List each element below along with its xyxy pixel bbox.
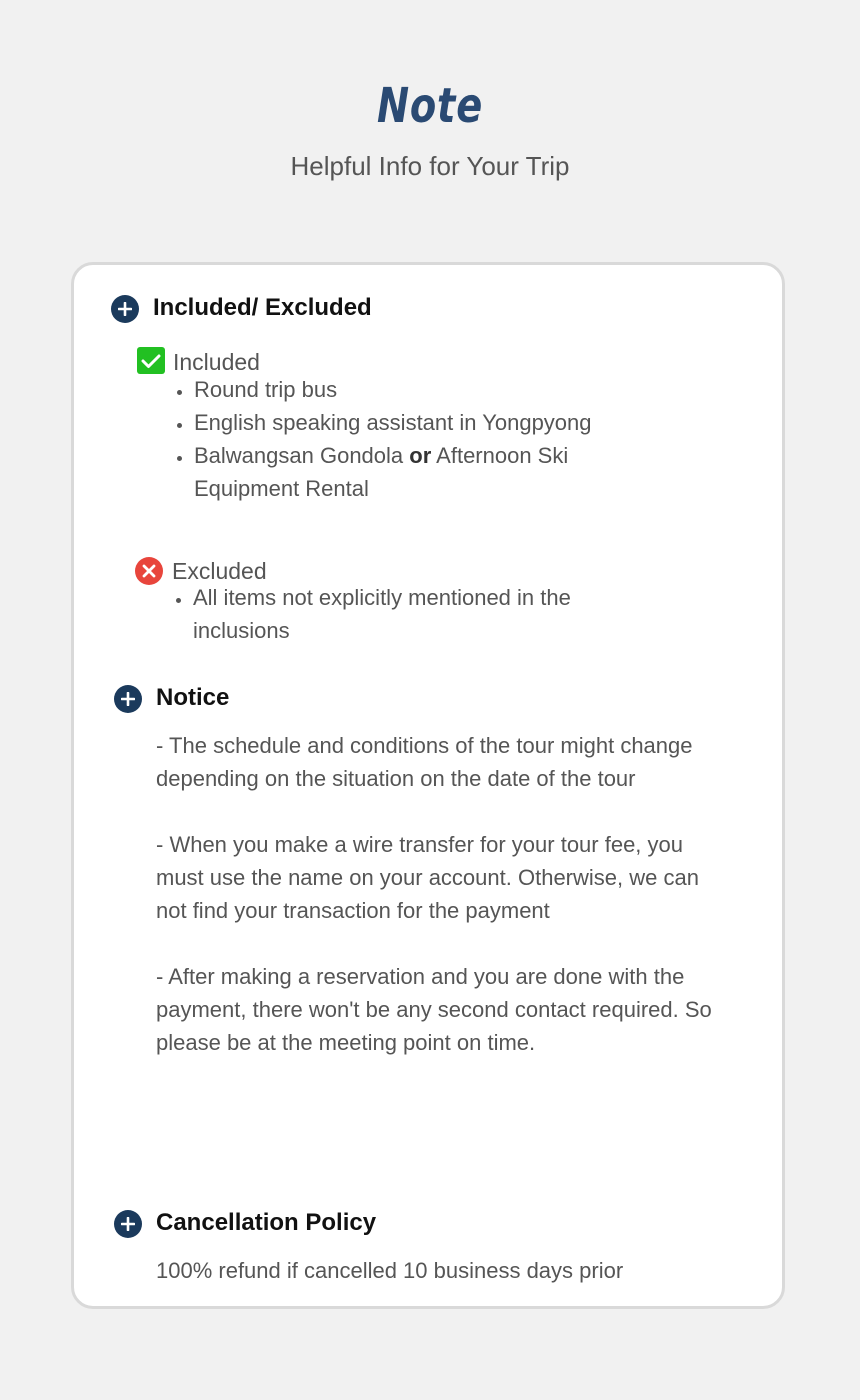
x-circle-icon (135, 557, 163, 585)
list-item-text: Balwangsan Gondola (194, 443, 410, 468)
notice-paragraph: - The schedule and conditions of the tour might change depending on the situation on the date of the tour (156, 733, 693, 791)
cancellation-text: 100% refund if cancelled 10 business days prior (156, 1258, 624, 1283)
section-title-cancellation: Cancellation Policy (156, 1209, 377, 1236)
page-title: Note (376, 78, 484, 134)
emphasis-or: or (409, 443, 432, 468)
list-item (194, 439, 654, 505)
page-subtitle: Helpful Info for Your Trip (290, 151, 570, 181)
plus-circle-icon[interactable] (114, 685, 142, 713)
list-item: • Round trip bus (194, 373, 654, 406)
section-title-notice: Notice (156, 684, 230, 711)
plus-circle-icon[interactable] (114, 1210, 142, 1238)
list-item-text: Afternoon Ski Equipment Rental (194, 443, 569, 501)
notice-body (156, 729, 716, 1059)
check-square-icon (137, 347, 165, 374)
notice-paragraph: - When you make a wire transfer for your tour fee, you must use the name on your account. Otherwise, we can not find your transaction for the payment (156, 832, 699, 923)
plus-circle-icon[interactable] (111, 295, 139, 323)
excluded-list (171, 581, 663, 647)
info-card (71, 262, 785, 1309)
included-list (172, 373, 654, 505)
list-item: • All items not explicitly mentioned in the inclusions (193, 581, 663, 647)
included-label: Included (173, 349, 260, 375)
list-item: • English speaking assistant in Yongpyong (194, 406, 654, 439)
excluded-label: Excluded (172, 558, 267, 584)
section-title-included-excluded: Included/ Excluded (153, 294, 372, 321)
notice-paragraph: - After making a reservation and you are done with the payment, there won't be any second contact required. So please be at the meeting point on time. (156, 964, 712, 1055)
